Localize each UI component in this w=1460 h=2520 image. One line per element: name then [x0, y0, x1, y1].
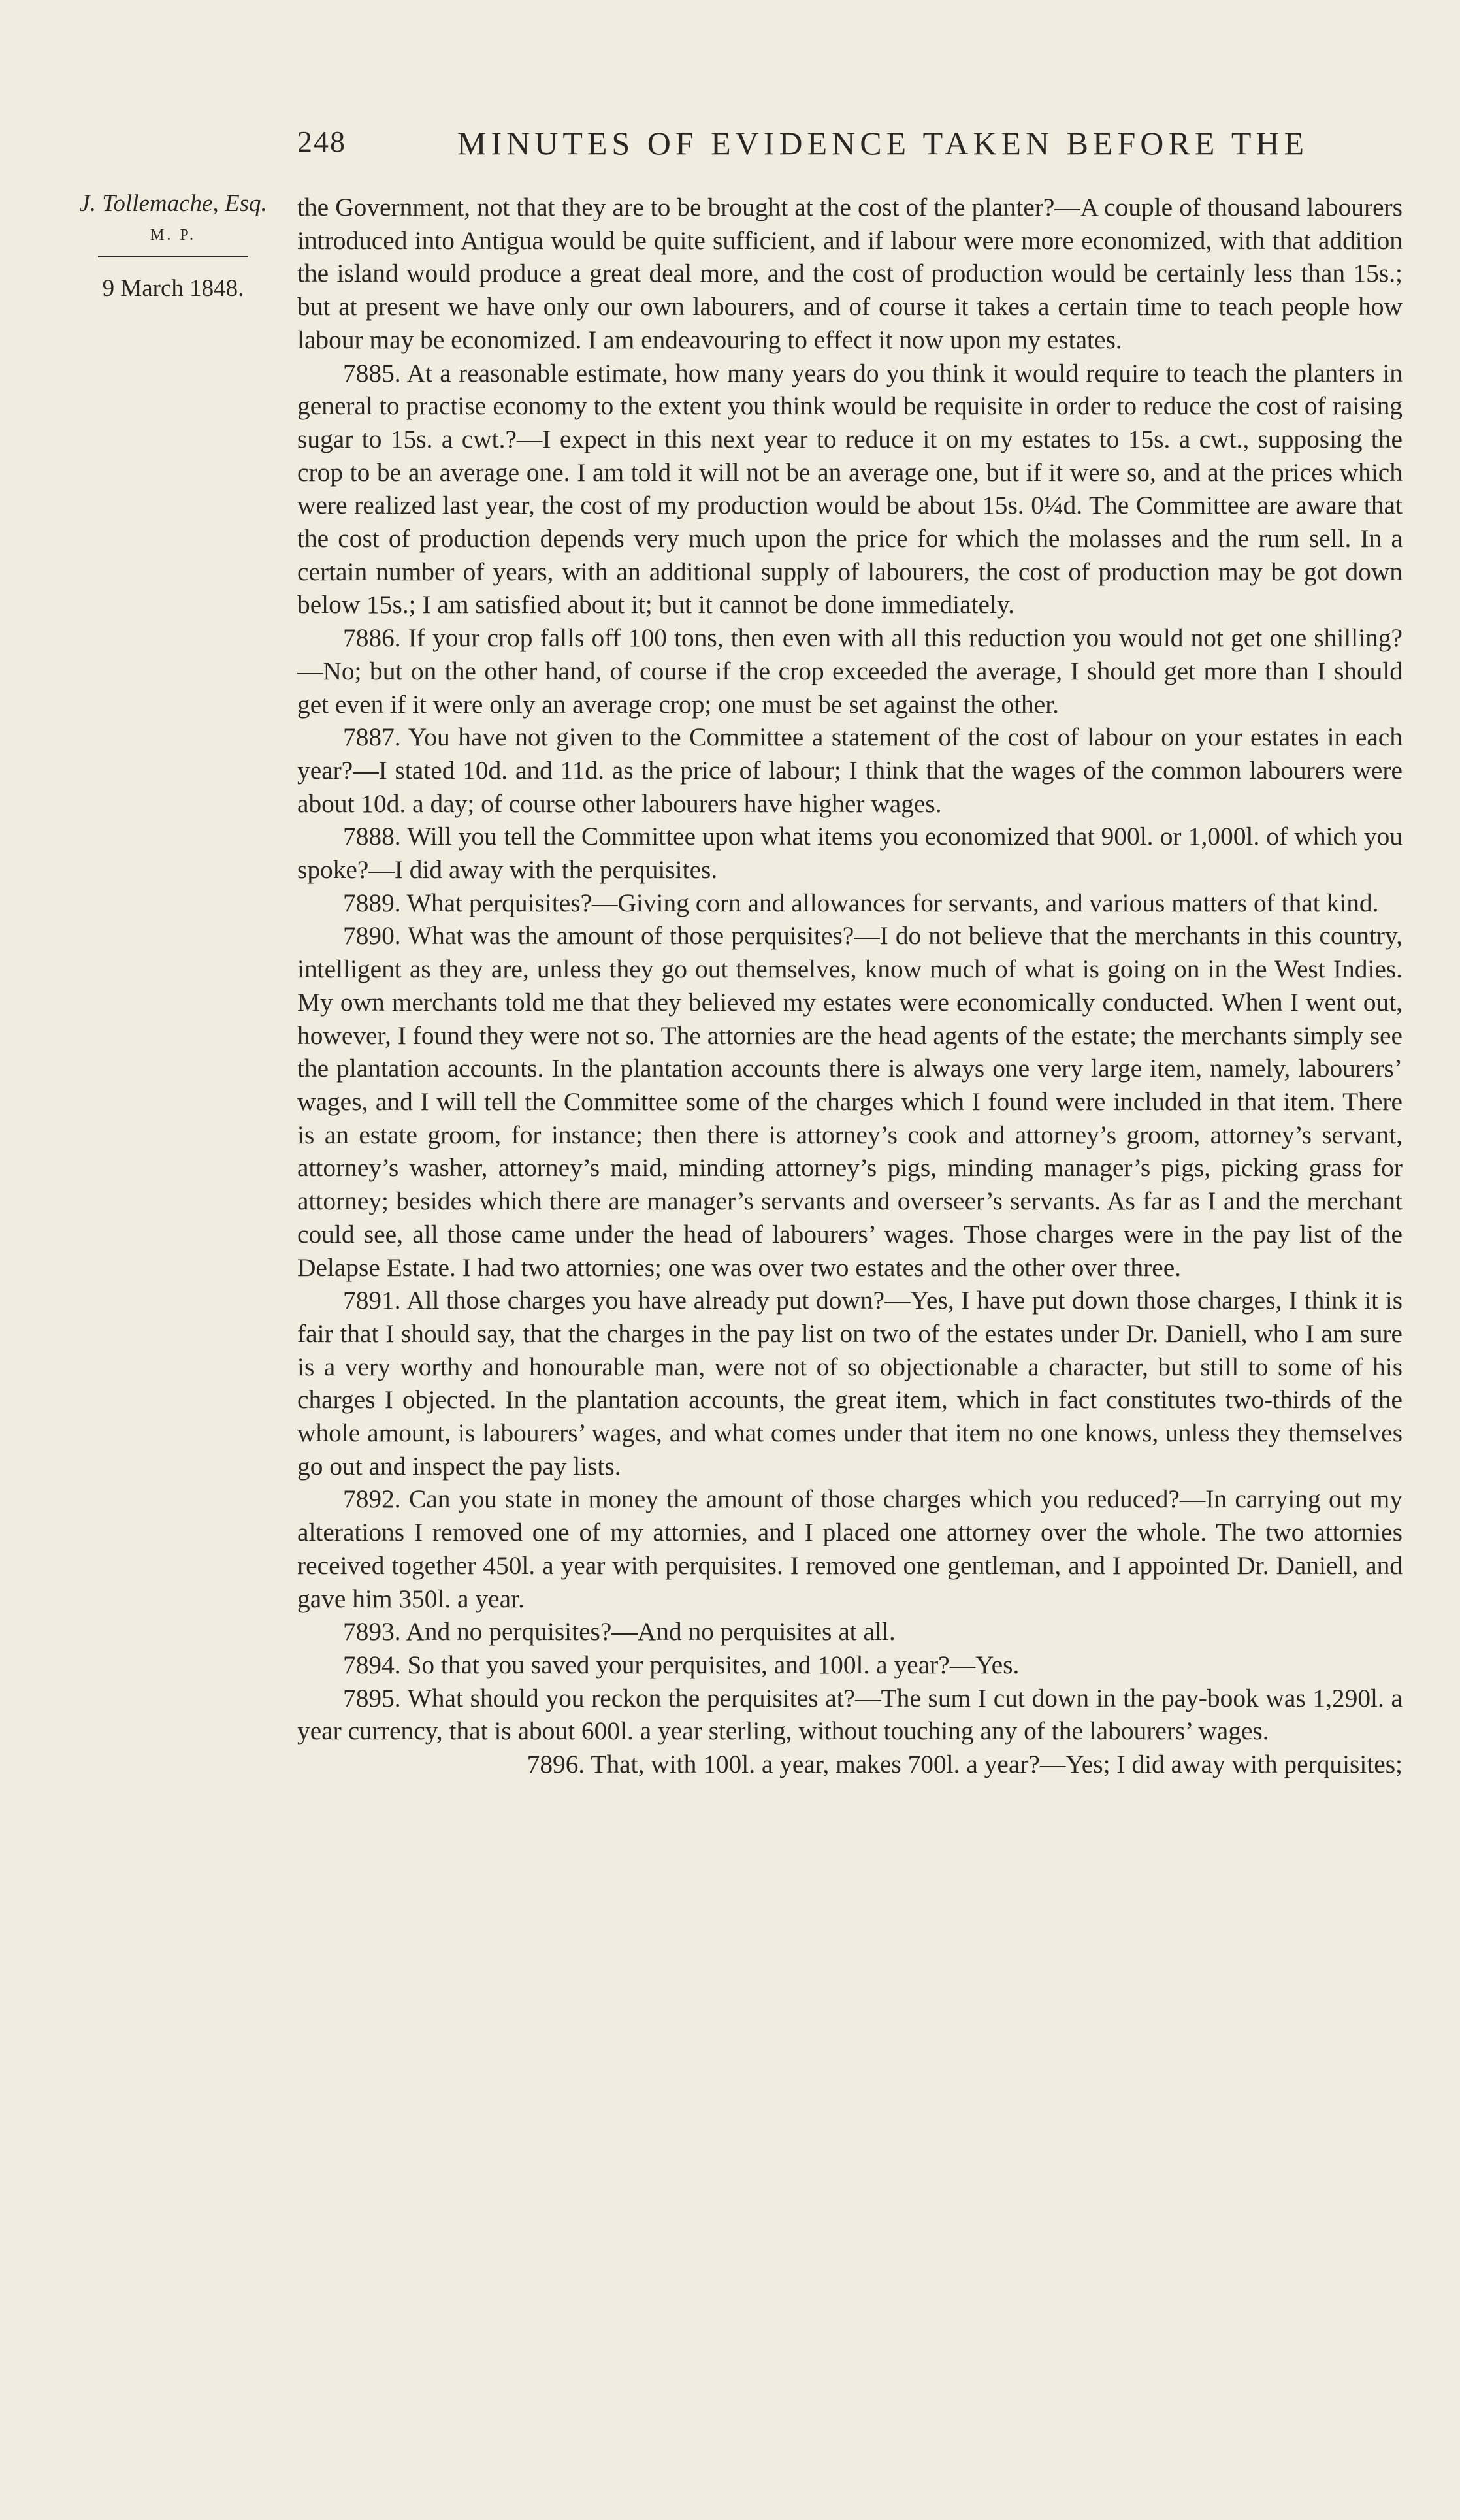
paragraph-0: the Government, not that they are to be brought at the cost of the planter?—A couple of thousand labourers introduced into Antigua would be quite sufficient, and if labour were more economized, with that addition the island would produce a great deal more, and the cost of production would be certainly less than 15s.; but at present we have only our own labourers, and of course it takes a certain time to teach people how labour may be economized. I am endeavouring to effect it now upon my estates. — [297, 193, 1403, 354]
paragraph-7895: 7895. What should you reckon the perquisites at?—The sum I cut down in the pay-book was 1,290l. a year currency, that is about 600l. a year sterling, without touching any of the labourers’ wages. — [297, 1683, 1403, 1746]
witness-name: J. Tollemache, Esq. — [79, 190, 267, 217]
margin-date: 9 March 1848. — [102, 275, 244, 302]
paragraph-7886: 7886. If your crop falls off 100 tons, then even with all this reduction you would not get one shilling?—No; but on the other hand, of course if the crop exceeded the average, I should get more than I should get even if it were only an average crop; one must be set against the other. — [297, 623, 1403, 719]
page-header — [297, 124, 1401, 170]
margin-divider — [98, 256, 248, 257]
margin-note — [49, 189, 297, 303]
paragraph-7894: 7894. So that you saved your perquisites, and 100l. a year?—Yes. — [343, 1650, 1020, 1679]
evidence-body — [297, 191, 1403, 1781]
paragraph-7890: 7890. What was the amount of those perquisites?—I do not believe that the merchants in this country, intelligent as they are, unless they go out themselves, know much of what is going on in the West Indies. My own merchants told me that they believed my estates were economically conducted. When I went out, however, I found they were not so. The attornies are the head agents of the estate; the merchants simply see the plantation accounts. In the plantation accounts there is always one very large item, namely, labourers’ wages, and I will tell the Committee some of the charges which I found were included in that item. There is an estate groom, for instance; then there is attorney’s cook and attorney’s groom, attorney’s servant, attorney’s washer, attorney’s maid, minding attorney’s pigs, minding manager’s pigs, picking grass for attorney; besides which there are manager’s servants and overseer’s servants. As far as I and the merchant could see, all those came under the head of labourers’ wages. Those charges were in the pay list of the Delapse Estate. I had two attornies; one was over two estates and the other over three. — [297, 921, 1403, 1282]
paragraph-7887: 7887. You have not given to the Committee a statement of the cost of labour on your estates in each year?—I stated 10d. and 11d. as the price of labour; I think that the wages of the common labourers were about 10d. a day; of course other labourers have higher wages. — [297, 723, 1403, 818]
paragraph-7885: 7885. At a reasonable estimate, how many years do you think it would require to teach the planters in general to practise economy to the extent you think would be requisite in order to reduce the cost of raising sugar to 15s. a cwt.?—I expect in this next year to reduce it on my estates to 15s. a cwt., supposing the crop to be an average one. I am told it will not be an average one, but if it were so, and at the prices which were realized last year, the cost of my production would be about 15s. 0¼d. The Committee are aware that the cost of production depends very much upon the price for which the molasses and the rum sell. In a certain number of years, with an additional supply of labourers, the cost of production may be got down below 15s.; I am satisfied about it; but it cannot be done immediately. — [297, 358, 1403, 619]
paragraph-7891: 7891. All those charges you have already put down?—Yes, I have put down those charges, I think it is fair that I should say, that the charges in the pay list on two of the estates under Dr. Daniell, who I am sure is a very worthy and honourable man, were not of so objectionable a character, but still to some of his charges I objected. In the plantation accounts, the great item, which in fact constitutes two-thirds of the whole amount, is labourers’ wages, and what comes under that item no one knows, unless they themselves go out and inspect the pay lists. — [297, 1286, 1403, 1481]
paragraph-7893: 7893. And no perquisites?—And no perquisites at all. — [343, 1617, 896, 1646]
witness-title: M. P. — [150, 227, 197, 244]
running-title: MINUTES OF EVIDENCE TAKEN BEFORE THE — [457, 125, 1309, 161]
paragraph-7888: 7888. Will you tell the Committee upon what items you economized that 900l. or 1,000l. of which you spoke?—I did away with the perquisites. — [297, 822, 1403, 885]
paragraph-7896: 7896. That, with 100l. a year, makes 700l. a year?—Yes; I did away with perquisites; — [527, 1750, 1403, 1779]
paragraph-7892: 7892. Can you state in money the amount of those charges which you reduced?—In carrying out my alterations I removed one of my attornies, and I placed one attorney over the whole. The two attornies received together 450l. a year with perquisites. I removed one gentleman, and I appointed Dr. Daniell, and gave him 350l. a year. — [297, 1484, 1403, 1613]
page-number: 248 — [297, 125, 346, 158]
paragraph-7889: 7889. What perquisites?—Giving corn and allowances for servants, and various matters of that kind. — [343, 888, 1379, 917]
